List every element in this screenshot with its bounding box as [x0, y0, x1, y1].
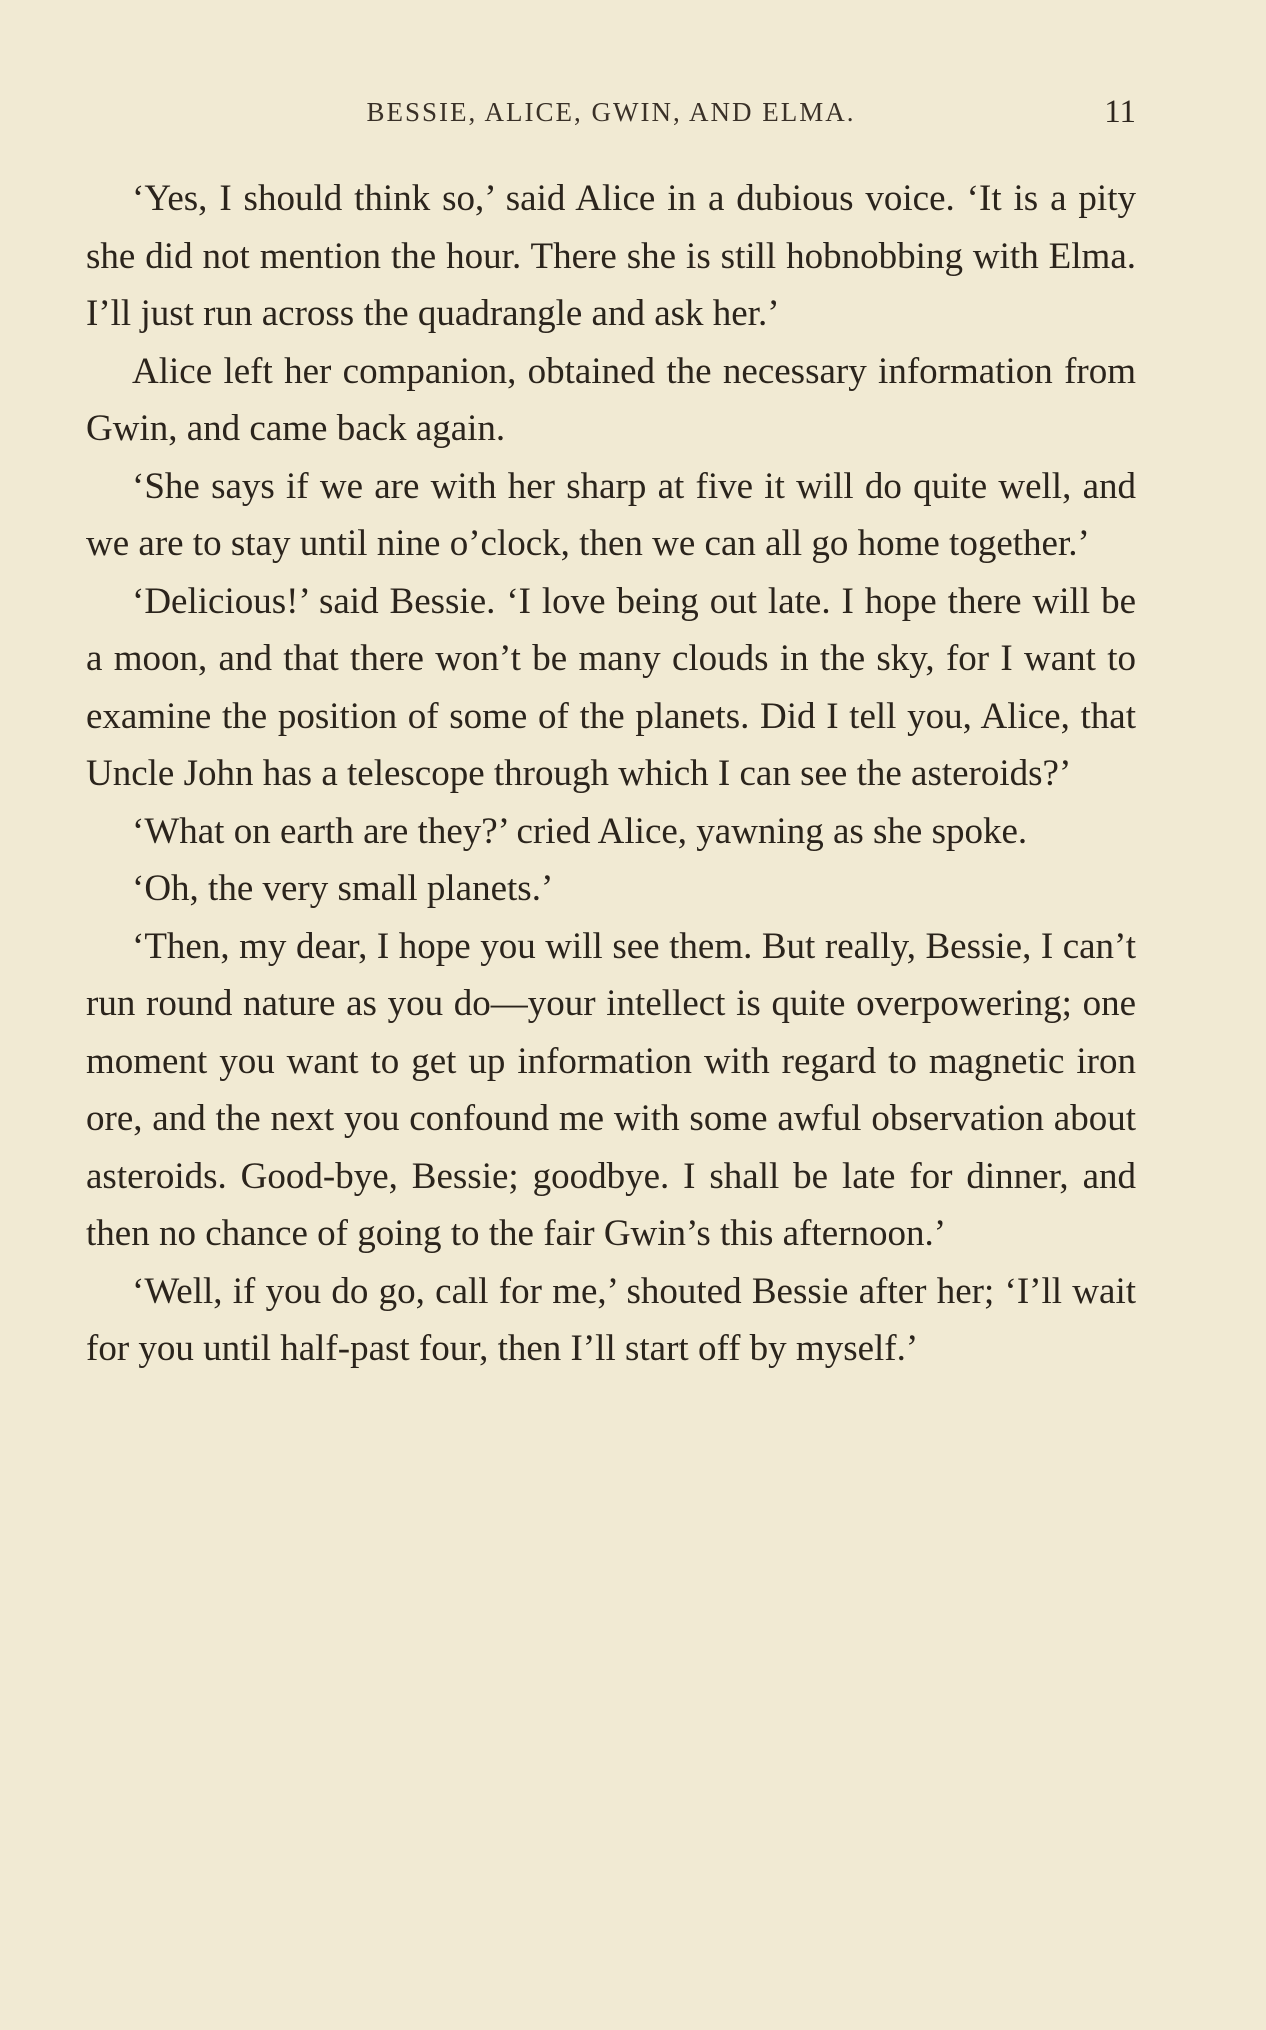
running-header	[86, 92, 1136, 132]
paragraph: ‘She says if we are with her sharp at five it will do quite well, and we are to stay until nine o’clock, then we can all go home together.’	[86, 465, 1136, 564]
paragraph: ‘Delicious!’ said Bessie. ‘I love being out late. I hope there will be a moon, and that there won’t be many clouds in the sky, for I want to examine the position of some of the planets. Did I tell you, Alice, that Uncle John has a telescope through which I can see the asteroids?’	[86, 580, 1136, 794]
paragraph: Alice left her companion, obtained the necessary information from Gwin, and came back again.	[86, 350, 1136, 449]
page-number: 11	[1104, 94, 1136, 130]
paragraph: ‘Well, if you do go, call for me,’ shouted Bessie after her; ‘I’ll wait for you until half-past four, then I’ll start off by myself.’	[86, 1270, 1136, 1369]
paragraph: ‘Oh, the very small planets.’	[132, 868, 554, 909]
body-text	[86, 170, 1136, 1378]
paragraph: ‘Yes, I should think so,’ said Alice in a dubious voice. ‘It is a pity she did not mention the hour. There she is still hobnobbing with Elma. I’ll just run across the quadrangle and ask her.’	[86, 178, 1136, 334]
paragraph: ‘Then, my dear, I hope you will see them. But really, Bessie, I can’t run round nature as you do—your intellect is quite overpowering; one moment you want to get up information with regard to magnetic iron ore, and the next you confound me with some awful observation about asteroids. Good-bye, Bessie; goodbye. I shall be late for dinner, and then no chance of going to the fair Gwin’s this afternoon.’	[86, 925, 1136, 1254]
paragraph: ‘What on earth are they?’ cried Alice, yawning as she spoke.	[132, 810, 1028, 852]
running-title: BESSIE, ALICE, GWIN, AND ELMA.	[366, 97, 856, 127]
